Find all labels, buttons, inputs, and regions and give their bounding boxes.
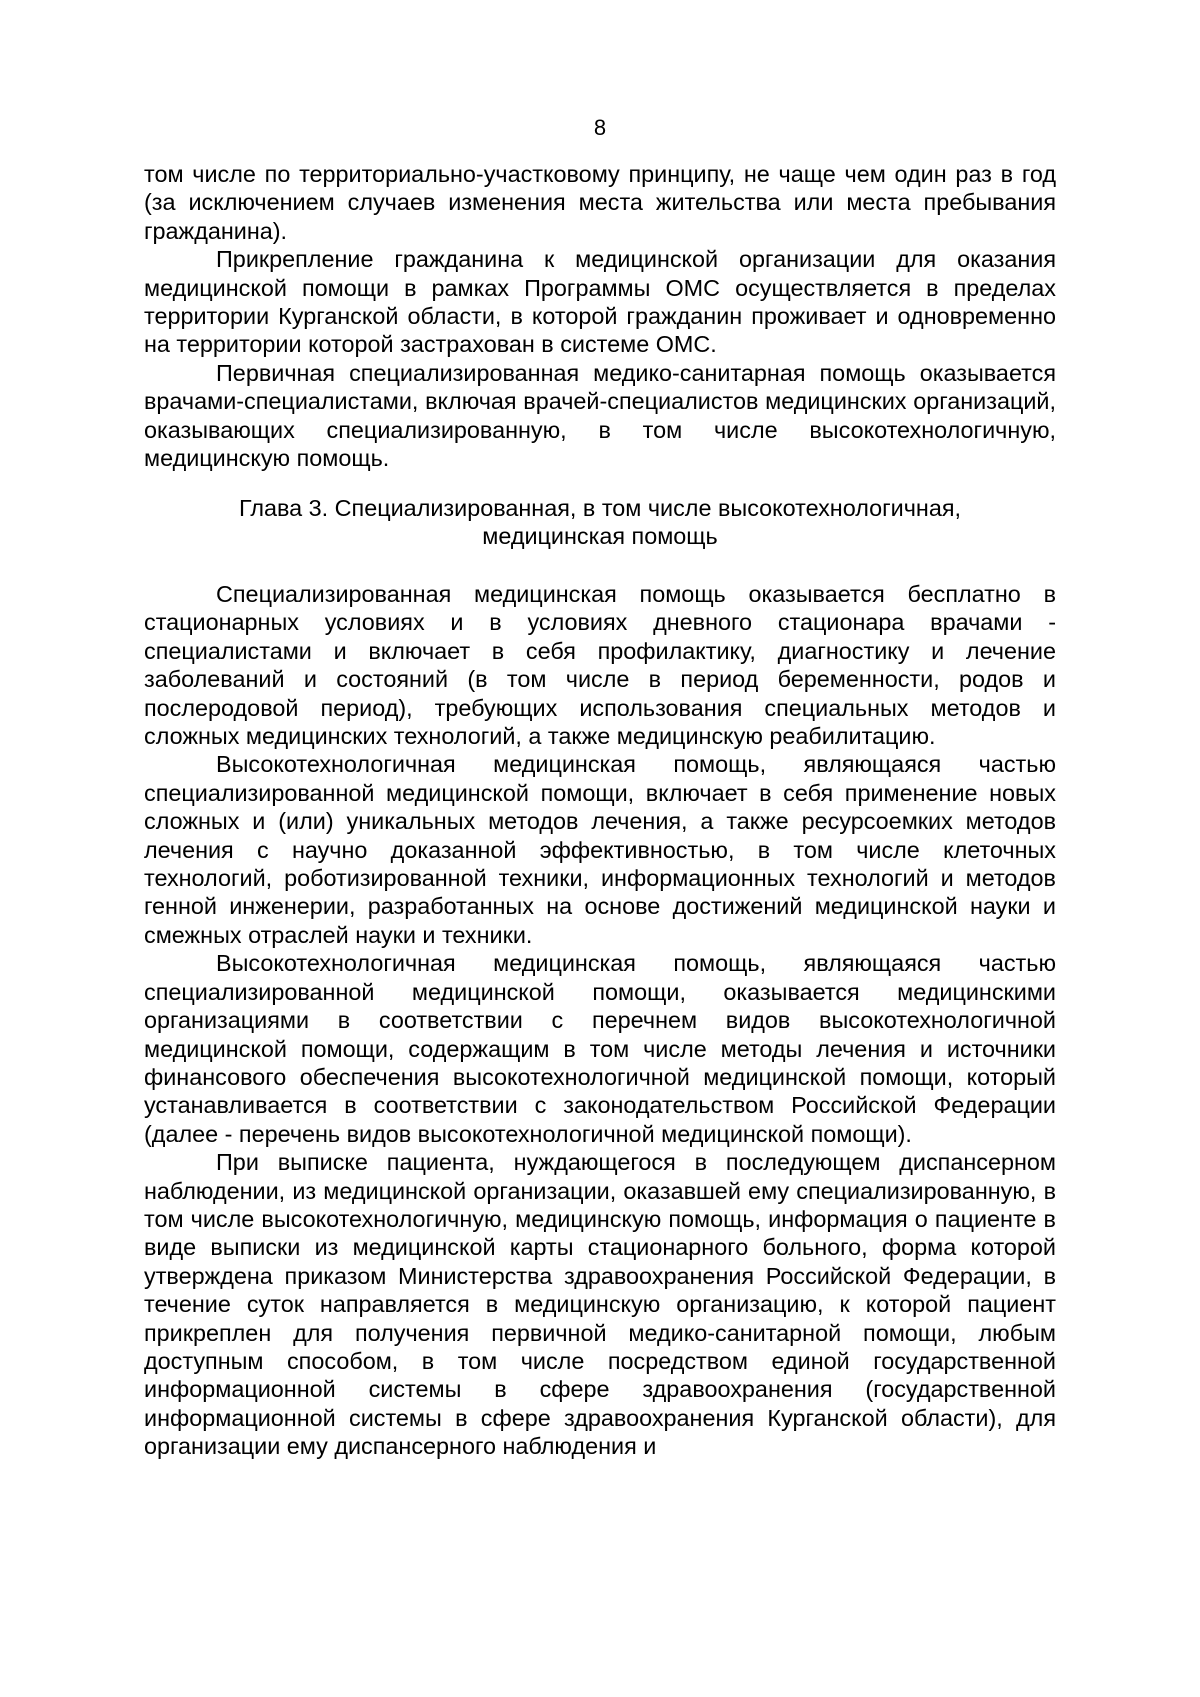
chapter-text-block: [144, 580, 1056, 1461]
intro-text-block: [144, 160, 1056, 472]
paragraph-high-tech-care-provision: Высокотехнологичная медицинская помощь, являющаяся частью специализированной медицинской помощи, оказывается медицинскими организациями в соответствии с перечнем видов высокотехнологичной медицинской помощи, содержащим в том числе методы лечения и источники финансового обеспечения высокотехнологичной медицинской помощи, который устанавливается в соответствии с законодательством Российской Федерации (далее - перечень видов высокотехнологичной медицинской помощи).: [144, 950, 1056, 1147]
paragraph-continuation: том числе по территориально-участковому принципу, не чаще чем один раз в год (за исключением случаев изменения места жительства или места пребывания гражданина).: [144, 161, 1056, 244]
paragraph-patient-discharge: При выписке пациента, нуждающегося в последующем диспансерном наблюдении, из медицинской организации, оказавшей ему специализированную, в том числе высокотехнологичную, медицинскую помощь, информация о пациенте в виде выписки из медицинской карты стационарного больного, форма которой утверждена приказом Министерства здравоохранения Российской Федерации, в течение суток направляется в медицинскую организацию, к которой пациент прикреплен для получения первичной медико-санитарной помощи, любым доступным способом, в том числе посредством единой государственной информационной системы в сфере здравоохранения (государственной информационной системы в сфере здравоохранения Курганской области), для организации ему диспансерного наблюдения и: [144, 1149, 1056, 1460]
page-number: 8: [593, 115, 607, 140]
chapter-heading: [144, 494, 1056, 551]
chapter-heading-line-1: Глава 3. Специализированная, в том числе высокотехнологичная,: [238, 495, 962, 521]
paragraph-high-tech-care-definition: Высокотехнологичная медицинская помощь, являющаяся частью специализированной медицинской помощи, включает в себя применение новых сложных и (или) уникальных методов лечения, а также ресурсоемких методов лечения с научно доказанной эффективностью, в том числе клеточных технологий, роботизированной техники, информационных технологий и методов генной инженерии, разработанных на основе достижений медицинской науки и смежных отраслей науки и техники.: [144, 751, 1056, 948]
paragraph-specialized-care: Специализированная медицинская помощь оказывается бесплатно в стационарных условиях и в условиях дневного стационара врачами - специалистами и включает в себя профилактику, диагностику и лечение заболеваний и состояний (в том числе в период беременности, родов и послеродовой период), требующих использования специальных методов и сложных медицинских технологий, а также медицинскую реабилитацию.: [144, 581, 1056, 750]
chapter-heading-line-2: медицинская помощь: [482, 523, 718, 550]
paragraph-primary-specialized-care: Первичная специализированная медико-санитарная помощь оказывается врачами-специалистами, включая врачей-специалистов медицинских организаций, оказывающих специализированную, в том числе высокотехнологичную, медицинскую помощь.: [144, 359, 1056, 472]
paragraph-attachment: Прикрепление гражданина к медицинской организации для оказания медицинской помощи в рамках Программы ОМС осуществляется в пределах территории Курганской области, в которой гражданин проживает и одновременно на территории которой застрахован в системе ОМС.: [144, 246, 1056, 358]
